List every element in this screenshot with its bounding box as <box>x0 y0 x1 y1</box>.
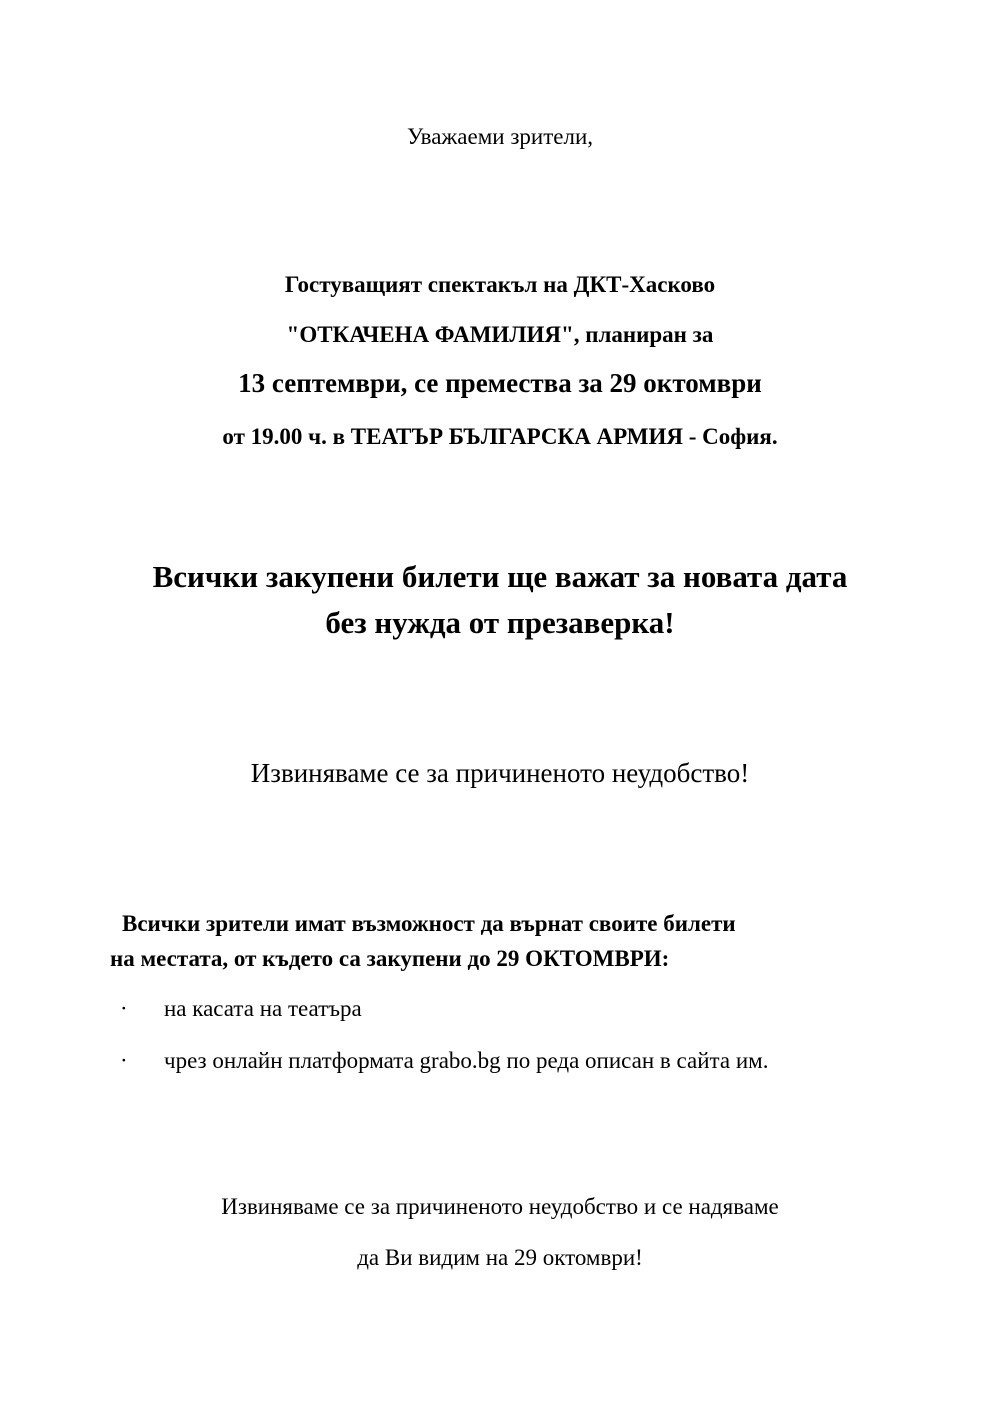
refund-option-text: на касата на театъра <box>164 996 362 1021</box>
bullet-icon: · <box>120 996 128 1021</box>
headline-line: без нужда от презаверка! <box>325 605 675 640</box>
refund-option-item <box>120 997 362 1020</box>
notice-line: от 19.00 ч. в ТЕАТЪР БЪЛГАРСКА АРМИЯ - София. <box>222 424 778 449</box>
refund-option-text: чрез онлайн платформата grabo.bg по реда описан в сайта им. <box>164 1048 769 1073</box>
refund-line: на местата, от където са закупени до 29 ОКТОМВРИ: <box>110 946 670 971</box>
headline-line: Всички закупени билети ще важат за новата дата <box>152 559 848 594</box>
bullet-icon: · <box>120 1048 128 1073</box>
greeting: Уважаеми зрители, <box>406 124 594 149</box>
refund-option-item <box>120 1049 768 1072</box>
notice-line: "ОТКАЧЕНА ФАМИЛИЯ", планиран за <box>286 322 714 347</box>
refund-line: Всички зрители имат възможност да върнат своите билети <box>122 911 736 936</box>
notice-line: Гостуващият спектакъл на ДКТ-Хасково <box>284 272 716 297</box>
closing-line: да Ви видим на 29 октомври! <box>357 1245 643 1270</box>
notice-line: 13 септември, се премества за 29 октомври <box>238 368 762 398</box>
apology-text: Извиняваме се за причиненото неудобство! <box>250 758 750 788</box>
closing-line: Извиняваме се за причиненото неудобство и се надяваме <box>221 1194 779 1219</box>
